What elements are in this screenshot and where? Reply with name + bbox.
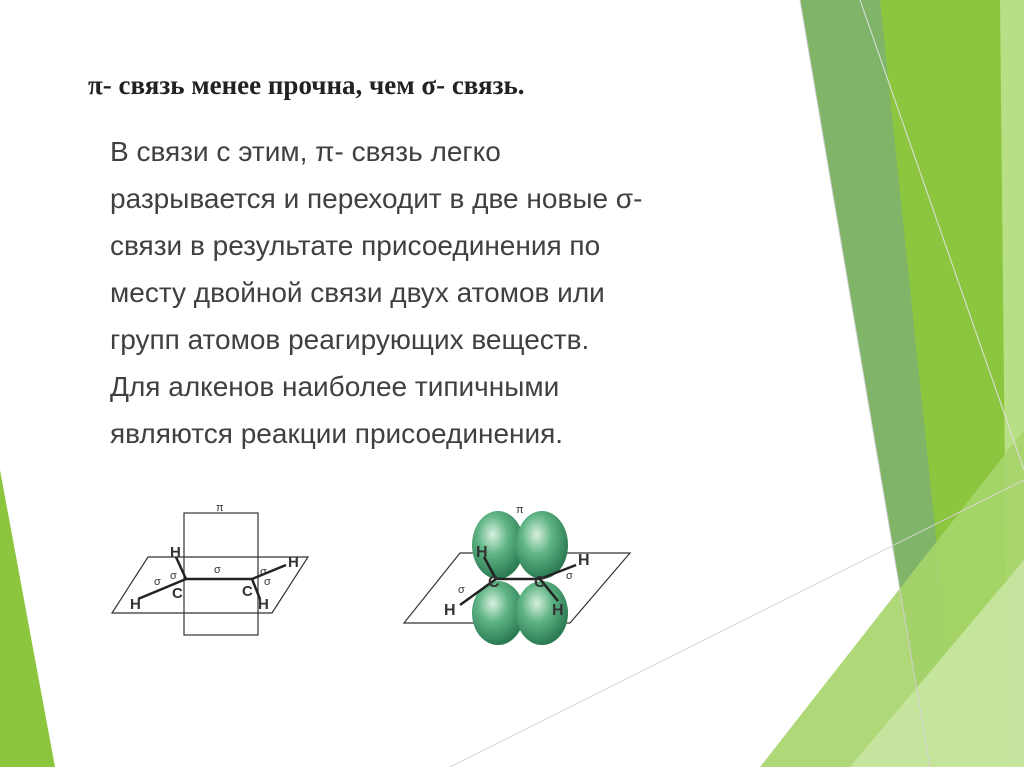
hydrogen-label: H	[258, 596, 269, 613]
hydrogen-label: H	[444, 602, 456, 619]
hydrogen-label: H	[578, 552, 590, 569]
p-orbital-lobe	[516, 511, 568, 579]
body-line: разрывается и переходит в две новые σ-	[110, 183, 643, 214]
carbon-label: C	[172, 585, 183, 602]
pi-label: π	[516, 504, 524, 516]
body-line: месту двойной связи двух атомов или	[110, 277, 605, 308]
sigma-label: σ	[214, 564, 221, 576]
sigma-label: σ	[264, 576, 271, 588]
slide-title: π- связь менее прочна, чем σ- связь.	[88, 70, 525, 100]
slide-body	[110, 128, 810, 457]
hydrogen-label: H	[130, 596, 141, 613]
sigma-label: σ	[566, 570, 573, 582]
carbon-label: C	[242, 583, 253, 600]
sigma-label: σ	[260, 566, 267, 578]
hydrogen-label: H	[170, 544, 181, 561]
body-line: связи в результате присоединения по	[110, 230, 601, 261]
hydrogen-label: H	[476, 544, 488, 561]
body-line: Для алкенов наиболее типичными	[110, 371, 560, 402]
p-orbital-overlap-diagram	[400, 495, 640, 645]
molecular-plane	[112, 557, 308, 613]
pi-label: π	[216, 502, 224, 514]
sigma-label: σ	[154, 576, 161, 588]
hydrogen-label: H	[288, 554, 299, 571]
carbon-label: C	[488, 574, 500, 591]
sigma-label: σ	[458, 584, 465, 596]
left-green-wedge	[0, 470, 55, 767]
body-line: групп атомов реагирующих веществ.	[110, 324, 590, 355]
pi-plane	[184, 513, 258, 635]
body-line: В связи с этим, π- связь легко	[110, 136, 501, 167]
hydrogen-label: H	[552, 602, 564, 619]
sigma-label: σ	[170, 570, 177, 582]
carbon-label: C	[534, 574, 546, 591]
body-line: являются реакции присоединения.	[110, 418, 564, 449]
pi-bond-plane-diagram	[110, 495, 320, 645]
